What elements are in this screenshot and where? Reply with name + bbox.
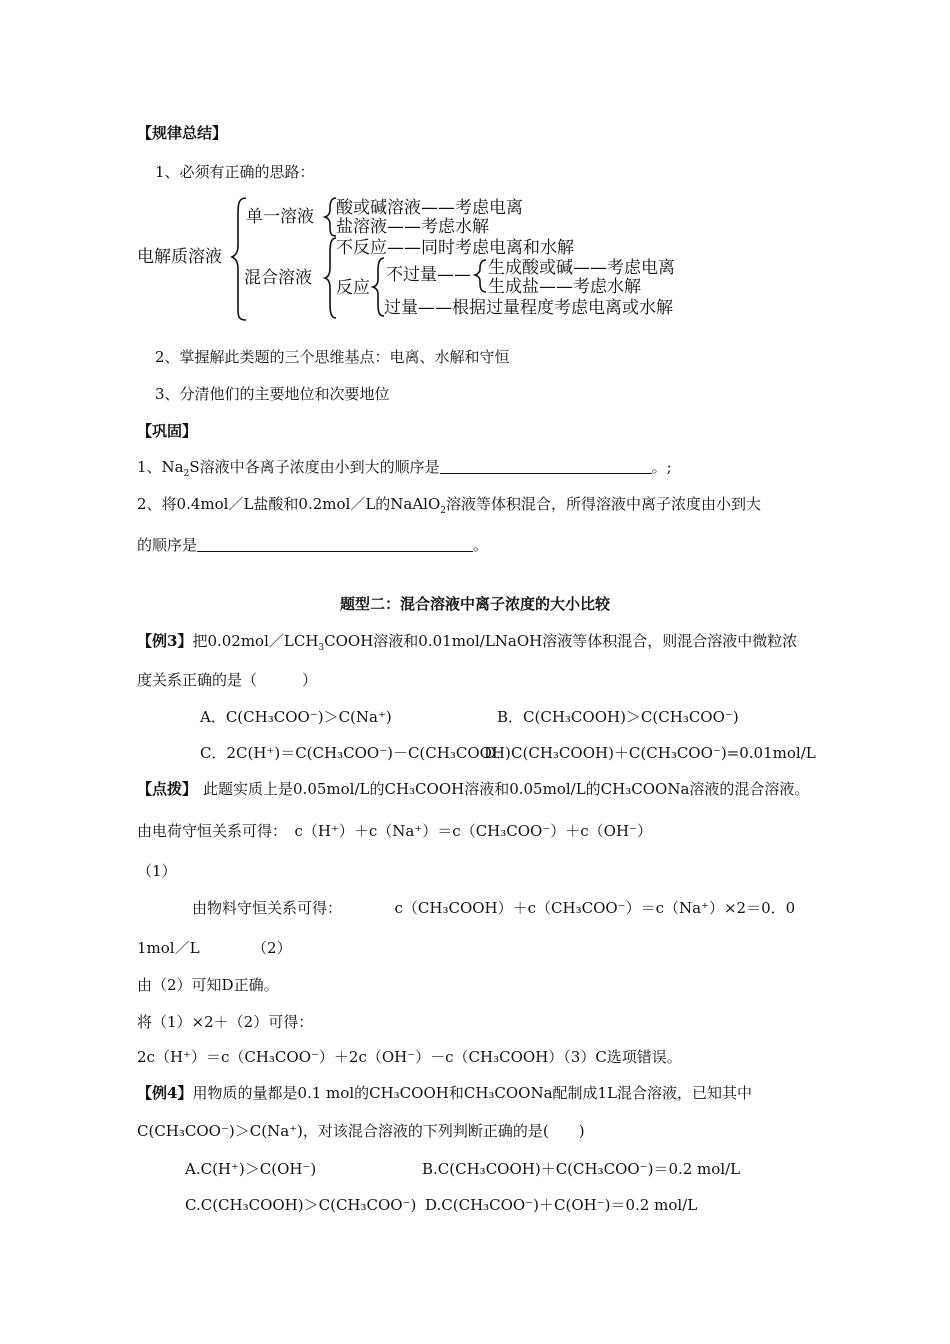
hint-line6: 由（2）可知D正确。: [137, 976, 279, 994]
not-excess-brace: [475, 260, 486, 292]
example-4-line2: C(CH₃COO⁻)＞C(Na⁺)，对该混合溶液的下列判断正确的是( ): [137, 1122, 585, 1140]
reaction-brace: [373, 258, 384, 316]
hint-line8: 2c（H⁺）＝c（CH₃COO⁻）＋2c（OH⁻）－c（CH₃COOH）（3）C选项错误。: [137, 1048, 682, 1066]
summary-point-2: 2、掌握解此类题的三个思维基点：电离、水解和守恒: [155, 348, 510, 366]
example-4-label: 【例4】: [137, 1084, 193, 1102]
consolidate-q2-line1: [137, 494, 761, 514]
example-4-option-b[interactable]: B.C(CH₃COOH)＋C(CH₃COO⁻)＝0.2 mol/L: [422, 1160, 741, 1178]
main-brace: [232, 198, 246, 320]
q2-text-a: 2、将0.4mol／L盐酸和0.2mol／L的NaAlO: [137, 495, 441, 513]
section-2-title: 题型二：混合溶液中离子浓度的大小比较: [339, 595, 610, 613]
example-4-option-a[interactable]: A.C(H⁺)＞C(OH⁻): [185, 1160, 317, 1178]
example-3-line2: 度关系正确的是（ ）: [137, 671, 318, 689]
example-3-text2: COOH溶液和0.01mol/LNaOH溶液等体积混合，则混合溶液中微粒浓: [324, 632, 798, 650]
example-3-option-b[interactable]: B．C(CH₃COOH)＞C(CH₃COO⁻): [497, 708, 739, 726]
example-4-text1: 用物质的量都是0.1 mol的CH₃COOH和CH₃COONa配制成1L混合溶液，已知其中: [192, 1084, 753, 1102]
hint-line3: （1）: [137, 862, 177, 880]
diagram-gen-salt: 生成盐——考虑水解: [488, 277, 641, 297]
summary-point-1: 1、必须有正确的思路：: [155, 163, 315, 181]
example-3-text1: 把0.02mol／LCH: [192, 632, 319, 650]
diagram-mixed: 混合溶液: [244, 268, 312, 288]
q1-answer-blank[interactable]: [440, 457, 652, 474]
hint-line5: 1mol／L （2）: [137, 939, 292, 957]
hint-line7: 将（1）×2＋（2）可得：: [137, 1013, 314, 1031]
diagram-root: 电解质溶液: [137, 247, 222, 267]
diagram-not-excess: 不过量——: [386, 265, 471, 285]
diagram-reaction: 反应: [336, 278, 370, 298]
consolidate-q2-line2: [137, 535, 488, 555]
q2-line2-text: 的顺序是: [137, 536, 198, 554]
example-3-option-a[interactable]: A．C(CH₃COO⁻)＞C(Na⁺): [200, 708, 392, 726]
q2-text-b: 溶液等体积混合，所得溶液中离子浓度由小到大: [446, 495, 762, 513]
example-3-sub: 3: [318, 643, 325, 653]
q1-prefix: 1、Na: [137, 458, 184, 476]
diagram-single: 单一溶液: [246, 207, 314, 227]
single-brace: [325, 198, 336, 236]
diagram-gen-acid: 生成酸或碱——考虑电离: [488, 258, 675, 278]
summary-point-3: 3、分清他们的主要地位和次要地位: [155, 385, 390, 403]
example-3-label: 【例3】: [137, 632, 193, 650]
q2-answer-blank[interactable]: [197, 535, 473, 552]
hint-label: 【点拨】: [137, 780, 198, 798]
diagram-no-reaction: 不反应——同时考虑电离和水解: [336, 238, 574, 258]
example-3-option-d[interactable]: D．C(CH₃COOH)＋C(CH₃COO⁻)=0.01mol/L: [484, 744, 816, 762]
example-4-line1: [137, 1083, 752, 1103]
hint-line2: 由电荷守恒关系可得： c（H⁺）＋c（Na⁺）＝c（CH₃COO⁻）＋c（OH⁻）: [137, 822, 652, 840]
q2-sub: 2: [440, 506, 447, 516]
hint-text1: 此题实质上是0.05mol/L的CH₃COOH溶液和0.05mol/L的CH₃COONa溶液的混合溶液。: [203, 780, 810, 798]
q1-sub: 2: [183, 469, 190, 479]
consolidate-q1: [137, 457, 672, 477]
diagram-single-salt: 盐溶液——考虑水解: [336, 217, 489, 237]
example-3-option-c[interactable]: C．2C(H⁺)＝C(CH₃COO⁻)－C(CH₃COOH): [200, 744, 511, 762]
summary-heading: 【规律总结】: [137, 124, 228, 142]
mixed-brace: [325, 238, 336, 318]
example-4-option-d[interactable]: D.C(CH₃COO⁻)＋C(OH⁻)＝0.2 mol/L: [425, 1196, 698, 1214]
hint-line1: [137, 779, 809, 799]
q1-mid: S溶液中各离子浓度由小到大的顺序是: [189, 458, 440, 476]
diagram-single-acid: 酸或碱溶液——考虑电离: [336, 198, 523, 218]
hint-line4: 由物料守恒关系可得： c（CH₃COOH）＋c（CH₃COO⁻）＝c（Na⁺）×2＝0．0: [192, 899, 796, 917]
example-4-option-c[interactable]: C.C(CH₃COOH)＞C(CH₃COO⁻): [185, 1196, 417, 1214]
example-3-line1: [137, 631, 797, 651]
consolidate-heading: 【巩固】: [137, 422, 198, 440]
q2-end: 。: [473, 536, 489, 554]
q1-end: 。;: [651, 458, 672, 476]
diagram-excess: 过量——根据过量程度考虑电离或水解: [384, 298, 673, 318]
